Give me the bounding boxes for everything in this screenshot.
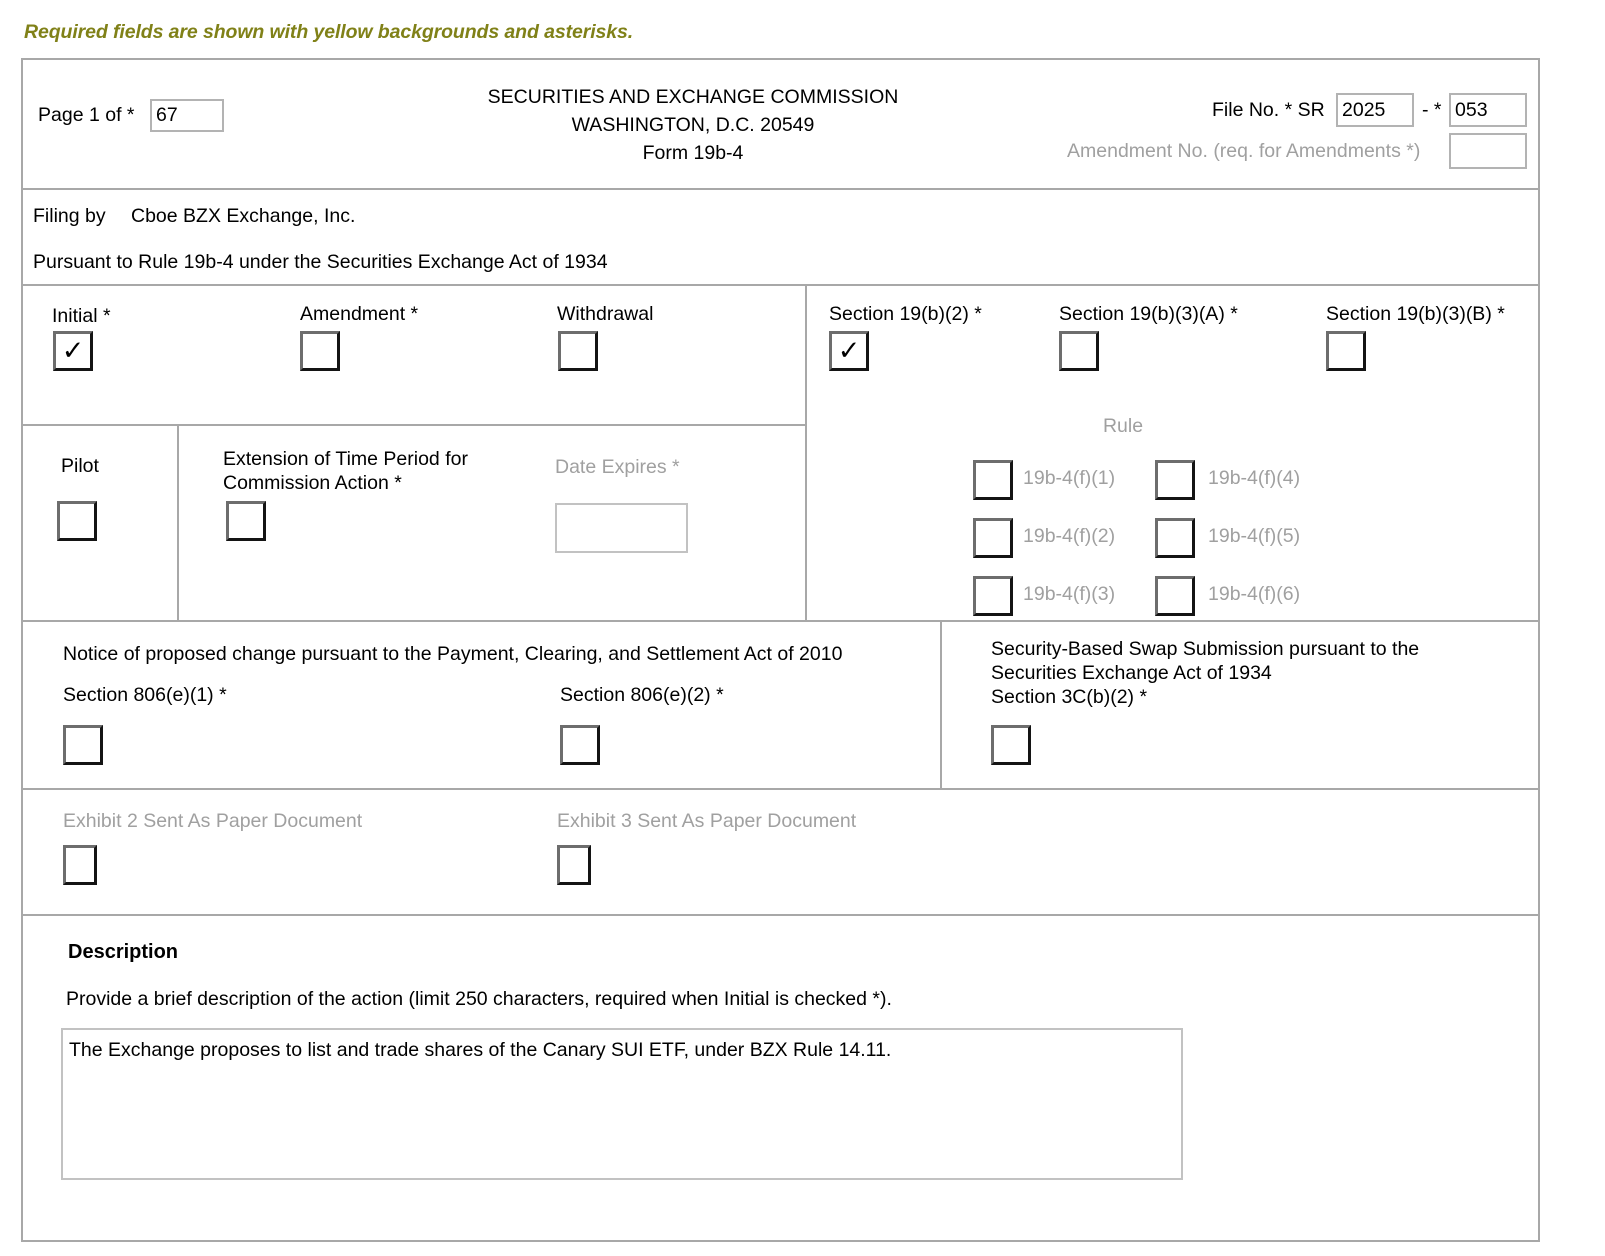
- withdrawal-label: Withdrawal: [557, 303, 654, 325]
- extension-label-line1: Extension of Time Period for: [223, 448, 468, 470]
- divider-header: [23, 188, 1538, 190]
- divider-filing-by: [23, 284, 1538, 286]
- section-19b3b-label: Section 19(b)(3)(B) *: [1326, 303, 1505, 325]
- section-806e1-label: Section 806(e)(1) *: [63, 684, 227, 706]
- divider-vertical-main: [805, 284, 807, 620]
- rule-heading: Rule: [1102, 415, 1144, 437]
- rule-19b4f1-label: 19b-4(f)(1): [1023, 467, 1116, 489]
- swap-submission-line3: Section 3C(b)(2) *: [991, 686, 1148, 708]
- rule-19b4f6-label: 19b-4(f)(6): [1208, 583, 1301, 605]
- rule-19b4f3-checkbox[interactable]: [973, 576, 1013, 616]
- filing-by-value: Cboe BZX Exchange, Inc.: [131, 205, 356, 227]
- description-instruction: Provide a brief description of the action (limit 250 characters, required when Initial is checked *).: [66, 988, 892, 1010]
- required-fields-notice: Required fields are shown with yellow backgrounds and asterisks.: [24, 21, 634, 43]
- check-glyph: ✓: [61, 335, 85, 366]
- rule-19b4f5-checkbox[interactable]: [1155, 518, 1195, 558]
- initial-checkbox[interactable]: [53, 331, 93, 371]
- exhibit-3-label: Exhibit 3 Sent As Paper Document: [557, 810, 857, 832]
- extension-checkbox[interactable]: [226, 501, 266, 541]
- exhibit-2-label: Exhibit 2 Sent As Paper Document: [63, 810, 363, 832]
- amendment-no-label: Amendment No. (req. for Amendments *): [1067, 140, 1421, 162]
- amendment-label: Amendment *: [300, 303, 419, 325]
- divider-footer: [23, 1240, 1538, 1242]
- withdrawal-checkbox[interactable]: [558, 331, 598, 371]
- agency-line-2: WASHINGTON, D.C. 20549: [571, 114, 815, 136]
- rule-19b4f1-checkbox[interactable]: [973, 460, 1013, 500]
- divider-description: [23, 914, 1538, 916]
- check-glyph: ✓: [837, 335, 861, 366]
- rule-19b4f3-label: 19b-4(f)(3): [1023, 583, 1116, 605]
- divider-filing-type: [23, 424, 805, 426]
- section-19b3a-checkbox[interactable]: [1059, 331, 1099, 371]
- file-no-seq-input[interactable]: [1449, 93, 1527, 127]
- exhibit-3-checkbox[interactable]: [557, 845, 591, 885]
- swap-submission-line1: Security-Based Swap Submission pursuant to the: [991, 638, 1420, 660]
- section-19b2-checkbox[interactable]: [829, 331, 869, 371]
- form-frame: [21, 58, 1540, 1242]
- date-expires-input[interactable]: [555, 503, 688, 553]
- page-of-label: Page 1 of *: [38, 104, 135, 126]
- file-no-year-input[interactable]: [1336, 93, 1414, 127]
- divider-vertical-swap: [940, 620, 942, 788]
- payment-clearing-notice: Notice of proposed change pursuant to the Payment, Clearing, and Settlement Act of 2010: [63, 643, 843, 665]
- exhibit-2-checkbox[interactable]: [63, 845, 97, 885]
- pilot-label: Pilot: [61, 455, 99, 477]
- rule-19b4f2-label: 19b-4(f)(2): [1023, 525, 1116, 547]
- file-no-separator: - *: [1422, 99, 1442, 121]
- rule-19b4f4-checkbox[interactable]: [1155, 460, 1195, 500]
- filing-by-label: Filing by: [33, 205, 106, 227]
- section-806e2-checkbox[interactable]: [560, 725, 600, 765]
- description-textarea[interactable]: [61, 1028, 1183, 1180]
- initial-label: Initial *: [52, 305, 111, 327]
- description-heading: Description: [68, 941, 179, 963]
- rule-19b4f6-checkbox[interactable]: [1155, 576, 1195, 616]
- date-expires-label: Date Expires *: [555, 456, 680, 478]
- section-806e1-checkbox[interactable]: [63, 725, 103, 765]
- section-19b2-label: Section 19(b)(2) *: [829, 303, 982, 325]
- section-3cb2-checkbox[interactable]: [991, 725, 1031, 765]
- section-806e2-label: Section 806(e)(2) *: [560, 684, 724, 706]
- page-total-input[interactable]: [150, 99, 224, 132]
- divider-exhibits: [23, 788, 1538, 790]
- rule-19b4f5-label: 19b-4(f)(5): [1208, 525, 1301, 547]
- section-19b3a-label: Section 19(b)(3)(A) *: [1059, 303, 1238, 325]
- divider-pilot: [177, 424, 179, 620]
- extension-label-line2: Commission Action *: [223, 472, 402, 494]
- pursuant-text: Pursuant to Rule 19b-4 under the Securities Exchange Act of 1934: [33, 251, 608, 273]
- divider-payment-clearing: [23, 620, 1538, 622]
- rule-19b4f4-label: 19b-4(f)(4): [1208, 467, 1301, 489]
- file-no-label: File No. * SR: [1212, 99, 1325, 121]
- amendment-checkbox[interactable]: [300, 331, 340, 371]
- form-name: Form 19b-4: [642, 142, 744, 164]
- pilot-checkbox[interactable]: [57, 501, 97, 541]
- rule-19b4f2-checkbox[interactable]: [973, 518, 1013, 558]
- amendment-no-input[interactable]: [1449, 133, 1527, 169]
- section-19b3b-checkbox[interactable]: [1326, 331, 1366, 371]
- agency-line-1: SECURITIES AND EXCHANGE COMMISSION: [487, 86, 899, 108]
- swap-submission-line2: Securities Exchange Act of 1934: [991, 662, 1272, 684]
